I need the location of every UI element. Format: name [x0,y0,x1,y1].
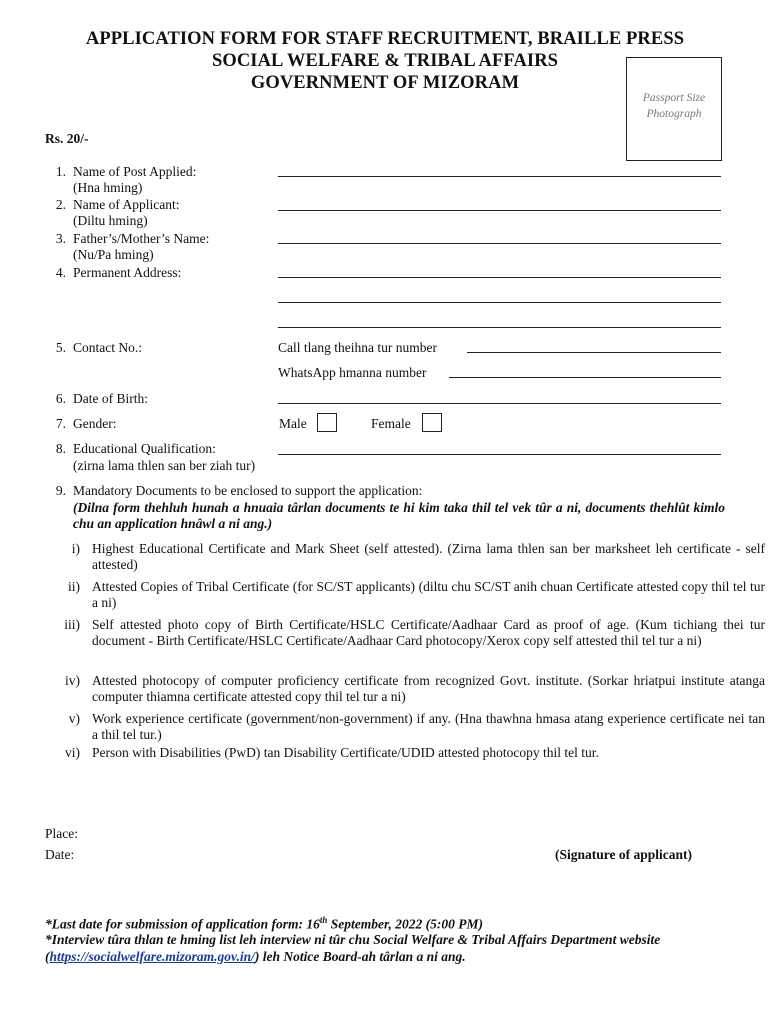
permanent-address-label: Permanent Address: [73,265,182,280]
mandatory-documents-heading: Mandatory Documents to be enclosed to support the application: [73,483,423,498]
form-title-line1: APPLICATION FORM FOR STAFF RECRUITMENT, BRAILLE PRESS [85,29,685,49]
applicant-name-label: Name of Applicant: [73,197,180,212]
document-item-text: Attested Copies of Tribal Certificate (for SC/ST applicants) (diltu chu SC/ST anih chuan Certificate attested copy thil tel tur a ni) [92,579,765,610]
field-number: 7. [55,416,66,431]
document-item-number: v) [68,711,80,726]
field-number: 1. [55,164,66,179]
dob-field[interactable] [278,403,721,404]
parent-name-label: Father’s/Mother’s Name: [73,231,210,246]
field-number: 5. [55,340,66,355]
last-date-note: *Last date for submission of application form: 16th September, 2022 (5:00 PM) [45,915,484,932]
whatsapp-number-label: WhatsApp hmanna number [278,365,427,380]
document-item-number: i) [71,541,80,556]
document-item-text: Self attested photo copy of Birth Certificate/HSLC Certificate/Aadhaar Card as proof of age. (Kum tichiang thei tur document - Birth Certificate/HSLC Certificate/Aadhaar Card photocopy/Xerox copy self attested thil tel tur a ni) [92,617,765,648]
department-website-link[interactable]: https://socialwelfare.mizoram.gov.in/ [49,949,255,964]
form-title-line2: SOCIAL WELFARE & TRIBAL AFFAIRS [211,51,559,71]
permanent-address-field-line1[interactable] [278,277,721,278]
interview-note: *Interview tûra thlan te hming list leh interview ni tûr chu Social Welfare & Tribal Affairs Department website (https://socialwelfare.mizoram.gov.in/) leh Notice Board-ah târlan a ni ang. [45,932,661,964]
education-label: Educational Qualification: [73,441,216,456]
contact-label: Contact No.: [73,340,142,355]
education-field[interactable] [278,454,721,455]
post-applied-field[interactable] [278,176,721,177]
passport-photo-box[interactable] [626,57,722,161]
field-number: 3. [55,231,66,246]
parent-name-field[interactable] [278,243,721,244]
gender-female-checkbox[interactable] [422,413,442,432]
applicant-name-sublabel: (Diltu hming) [73,213,148,228]
field-number: 9. [55,483,66,498]
document-item-text: Work experience certificate (government/non-government) if any. (Hna thawhna hmasa atang experience certificate nei tan a thil tel tur.) [92,711,765,742]
document-item-text: Highest Educational Certificate and Mark Sheet (self attested). (Zirna lama thlen san ber marksheet leh certificate - self attested) [92,541,765,572]
field-number: 4. [55,265,66,280]
applicant-name-field[interactable] [278,210,721,211]
gender-label: Gender: [73,416,117,431]
document-item-text: Attested photocopy of computer proficiency certificate from recognized Govt. institute. (Sorkar hriatpui institute atanga computer thiamna certificate attested copy thil tel tur a ni) [92,673,765,704]
document-item-number: ii) [68,579,80,594]
parent-name-sublabel: (Nu/Pa hming) [73,247,154,262]
field-number: 6. [55,391,66,406]
permanent-address-field-line3[interactable] [278,327,721,328]
post-applied-label: Name of Post Applied: [73,164,197,179]
mandatory-documents-note: (Dilna form thehluh hunah a hnuaia târlan documents te hi kim taka thil tel vek tûr a ni, documents thehlût kimlo chu an application hnâwl a ni ang.) [73,500,725,531]
form-title-line3: GOVERNMENT OF MIZORAM [250,73,520,93]
field-number: 2. [55,197,66,212]
dob-label: Date of Birth: [73,391,148,406]
date-label: Date: [45,847,75,862]
document-item-text: Person with Disabilities (PwD) tan Disability Certificate/UDID attested photocopy thil tel tur. [92,745,599,760]
education-sublabel: (zirna lama thlen san ber ziah tur) [73,458,256,473]
whatsapp-number-field[interactable] [449,377,721,378]
post-applied-sublabel: (Hna hming) [73,180,143,195]
document-item-number: iv) [65,673,80,688]
place-label: Place: [45,826,78,841]
application-fee: Rs. 20/- [45,131,89,146]
gender-male-checkbox[interactable] [317,413,337,432]
passport-photo-label: Passport Size Photograph [642,92,706,120]
call-number-label: Call tlang theihna tur number [278,340,437,355]
signature-label: (Signature of applicant) [555,847,693,862]
document-item-number: iii) [64,617,80,632]
permanent-address-field-line2[interactable] [278,302,721,303]
gender-female-label: Female [371,416,411,431]
field-number: 8. [55,441,66,456]
gender-male-label: Male [279,416,307,431]
call-number-field[interactable] [467,352,721,353]
document-item-number: vi) [65,745,80,760]
